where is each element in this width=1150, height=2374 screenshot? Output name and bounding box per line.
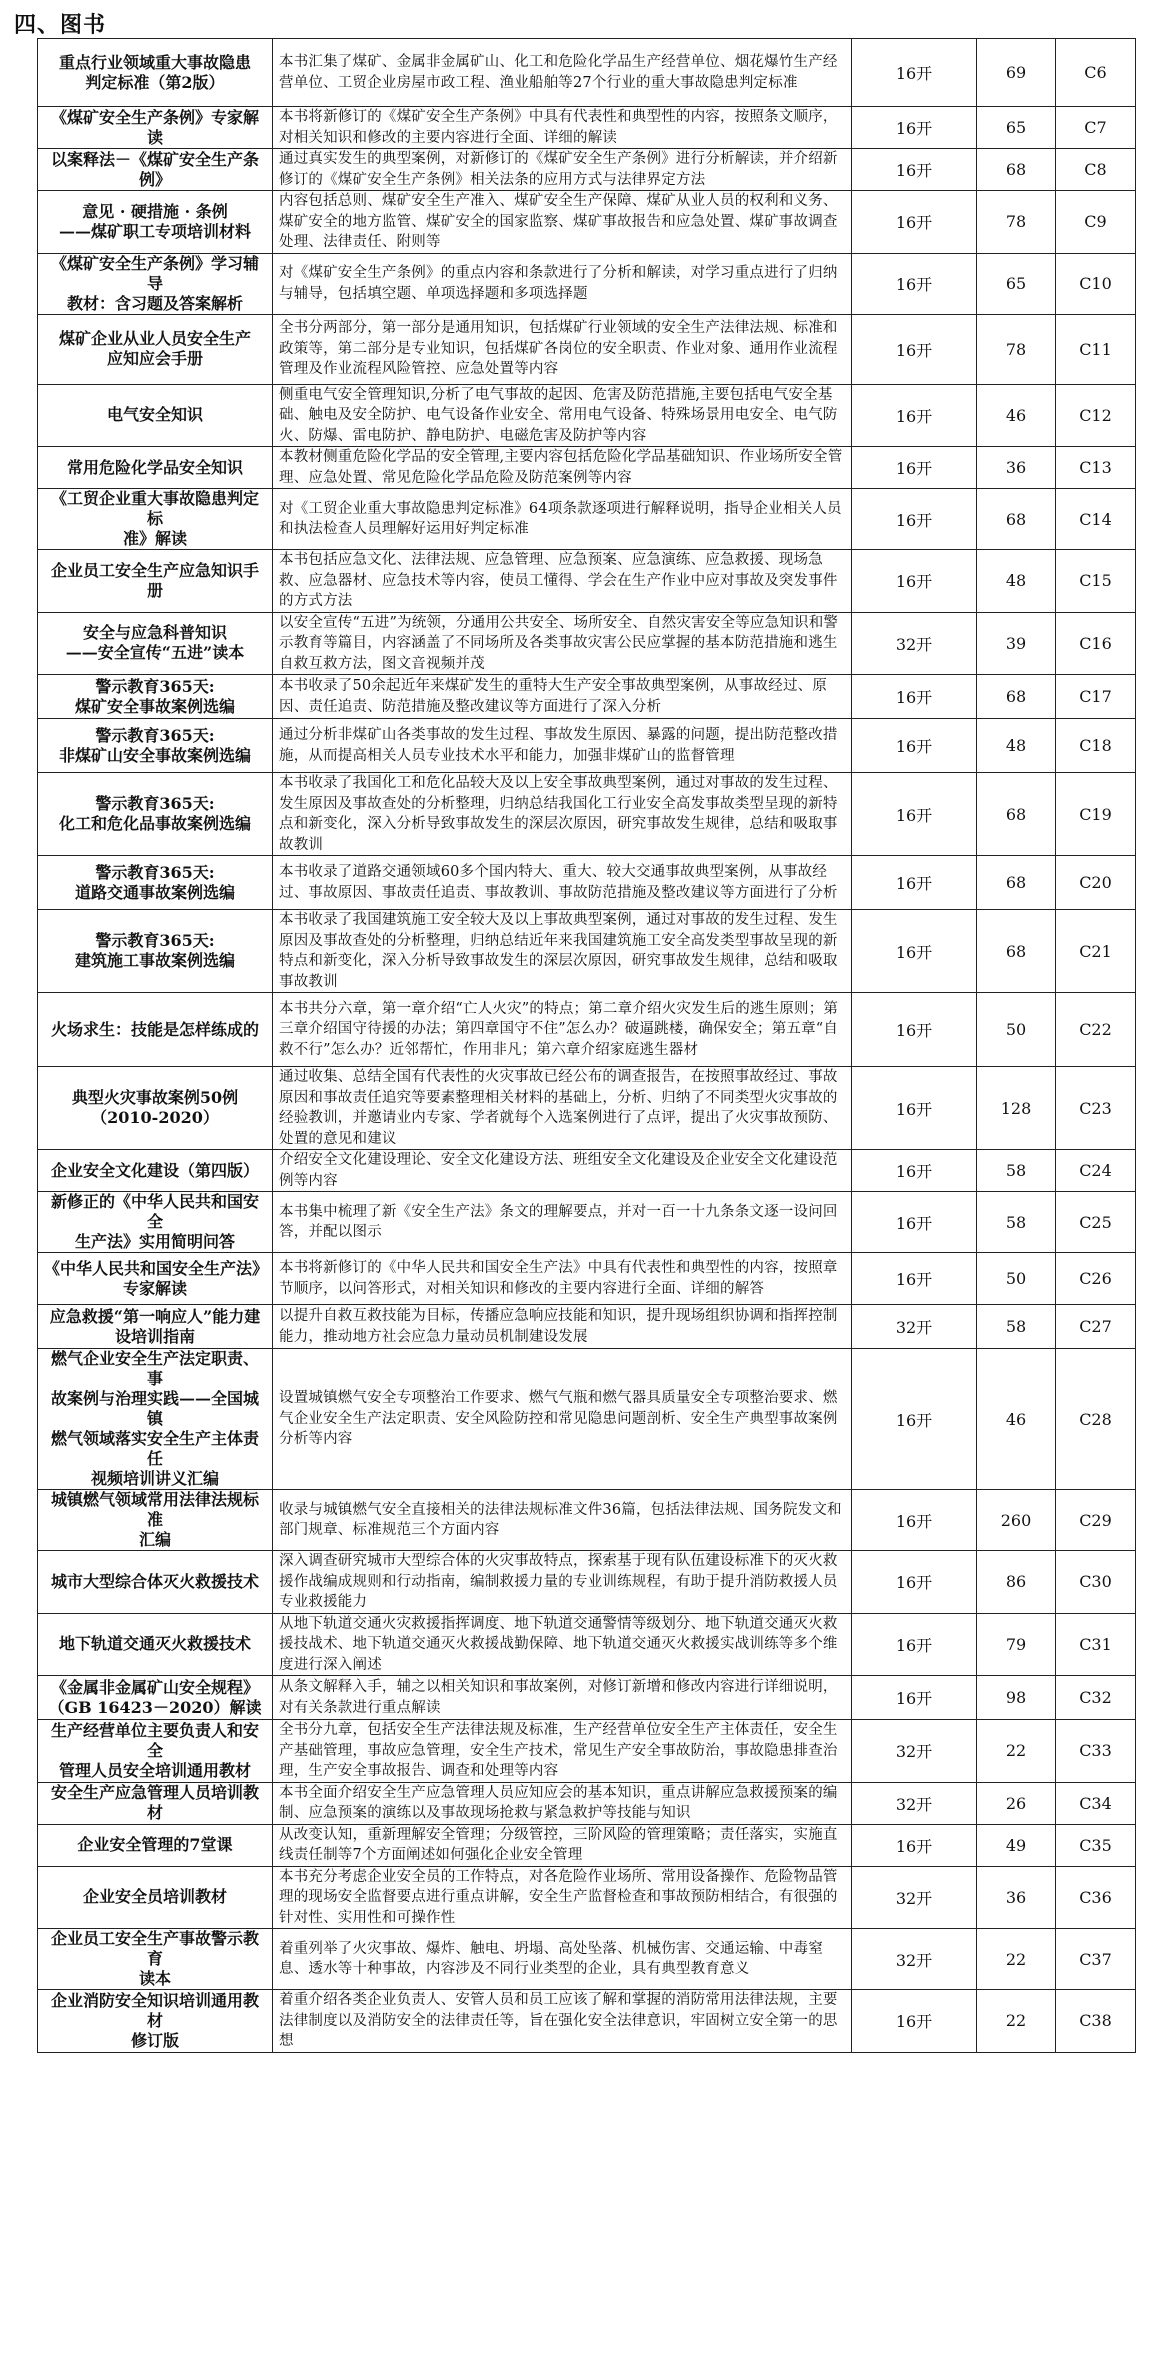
book-row (38, 1067, 1136, 1150)
book-title-line: 煤矿安全事故案例选编 (74, 696, 235, 716)
book-format: 16开 (852, 550, 977, 613)
book-pages: 48 (977, 550, 1056, 613)
book-format: 32开 (852, 1305, 977, 1349)
book-description: 设置城镇燃气安全专项整治工作要求、燃气气瓶和燃气器具质量安全专项整治要求、燃气企业安全生产法定职责、安全风险防控和常见隐患问题剖析、安全生产典型事故案例分析等内容 (273, 1349, 852, 1490)
book-title-line: 企业安全员培训教材 (82, 1887, 227, 1907)
book-format: 16开 (852, 447, 977, 489)
book-description: 本书收录了我国建筑施工安全较大及以上事故典型案例，通过对事故的发生过程、发生原因及事故查处的分析整理，归纳总结近年来我国建筑施工安全高发类型事故呈现的新特点和新变化，深入分析导致事故发生的深层次原因，研究事故发生规律，总结和吸取事故教训 (273, 910, 852, 993)
book-description: 通过收集、总结全国有代表性的火灾事故已经公布的调查报告，在按照事故经过、事故原因和事故责任追究等要素整理相关材料的基础上，分析、归纳了不同类型火灾事故的经验教训，并邀请业内专家、学者就每个入选案例进行了点评，提出了火灾事故预防、处置的意见和建议 (273, 1067, 852, 1150)
book-code: C37 (1056, 1929, 1136, 1990)
book-title-line: 城镇燃气领域常用法律法规标准 (50, 1490, 259, 1529)
book-title (38, 107, 273, 149)
book-title-line: ——煤矿职工专项培训材料 (58, 221, 251, 241)
book-description: 本书将新修订的《中华人民共和国安全生产法》中具有代表性和典型性的内容，按照章节顺序，以问答形式，对相关知识和修改的主要内容进行全面、详细的解答 (273, 1253, 852, 1305)
book-pages: 68 (977, 489, 1056, 550)
book-description: 对《工贸企业重大事故隐患判定标准》64项条款逐项进行解释说明，指导企业相关人员和执法检查人员理解好运用好判定标准 (273, 489, 852, 550)
book-format: 16开 (852, 384, 977, 447)
book-row (38, 1613, 1136, 1676)
book-format: 32开 (852, 1866, 977, 1929)
book-description: 介绍安全文化建设理论、安全文化建设方法、班组安全文化建设及企业安全文化建设范例等内容 (273, 1150, 852, 1192)
book-title (38, 314, 273, 384)
book-title-line: 企业安全管理的7堂课 (77, 1835, 233, 1854)
book-pages: 48 (977, 719, 1056, 773)
book-title (38, 253, 273, 314)
book-pages: 58 (977, 1305, 1056, 1349)
book-code: C16 (1056, 612, 1136, 675)
book-format: 16开 (852, 910, 977, 993)
book-title-line: 燃气企业安全生产法定职责、事 (50, 1349, 259, 1388)
book-format: 16开 (852, 39, 977, 107)
book-title-line: 地下轨道交通灭火救援技术 (58, 1634, 251, 1654)
book-row (38, 1866, 1136, 1929)
book-title-line: 《工贸企业重大事故隐患判定标 (50, 489, 259, 528)
book-title-line: 应知应会手册 (106, 349, 203, 368)
book-row (38, 191, 1136, 254)
book-title (38, 1782, 273, 1824)
book-code: C26 (1056, 1253, 1136, 1305)
book-title-line: 警示教育365天: (95, 862, 215, 882)
book-row (38, 1551, 1136, 1614)
book-title (38, 856, 273, 910)
book-title-line: 《金属非金属矿山安全规程》 (50, 1677, 259, 1697)
book-title-line: 警示教育365天: (95, 794, 215, 813)
book-description: 本书充分考虑企业安全员的工作特点，对各危险作业场所、常用设备操作、危险物品管理的现场安全监督要点进行重点讲解，安全生产监督检查和事故预防相结合，有很强的针对性、实用性和可操作性 (273, 1866, 852, 1929)
book-table-body (38, 39, 1136, 2053)
book-pages: 39 (977, 612, 1056, 675)
book-description: 着重介绍各类企业负责人、安管人员和员工应该了解和掌握的消防常用法律法规，主要法律制度以及消防安全的法律责任等，旨在强化安全法律意识，牢固树立安全第一的思想 (273, 1990, 852, 2053)
book-pages: 78 (977, 191, 1056, 254)
book-code: C32 (1056, 1676, 1136, 1720)
book-row (38, 1253, 1136, 1305)
book-title (38, 550, 273, 613)
book-row (38, 675, 1136, 719)
book-pages: 50 (977, 993, 1056, 1067)
book-description: 着重列举了火灾事故、爆炸、触电、坍塌、高处坠落、机械伤害、交通运输、中毒窒息、透水等十种事故，内容涉及不同行业类型的企业，具有典型教育意义 (273, 1929, 852, 1990)
book-pages: 68 (977, 675, 1056, 719)
book-description: 本书集中梳理了新《安全生产法》条文的理解要点，并对一百一十九条条文逐一设问回答，并配以图示 (273, 1192, 852, 1253)
book-title-line: 建筑施工事故案例选编 (74, 951, 235, 970)
book-row (38, 489, 1136, 550)
book-pages: 68 (977, 856, 1056, 910)
book-title-line: 警示教育365天: (95, 725, 215, 745)
book-title (38, 191, 273, 254)
book-format: 32开 (852, 612, 977, 675)
book-title (38, 1720, 273, 1783)
book-row (38, 1349, 1136, 1490)
book-row (38, 993, 1136, 1067)
book-pages: 86 (977, 1551, 1056, 1614)
book-description: 本书全面介绍安全生产应急管理人员应知应会的基本知识，重点讲解应急救援预案的编制、应急预案的演练以及事故现场抢救与紧急救护等技能与知识 (273, 1782, 852, 1824)
book-row (38, 1782, 1136, 1824)
book-title-line: 警示教育365天: (95, 931, 215, 950)
book-description: 以安全宣传“五进”为统领，分通用公共安全、场所安全、自然灾害安全等应急知识和警示教育等篇目，内容涵盖了不同场所及各类事故灾害公民应掌握的基本防范措施和逃生自救互救方法，图文音视频并茂 (273, 612, 852, 675)
book-code: C35 (1056, 1824, 1136, 1866)
book-row (38, 1150, 1136, 1192)
book-title-line: 企业消防安全知识培训通用教材 (50, 1990, 259, 2030)
book-title-line: 以案释法－《煤矿安全生产条例》 (50, 149, 259, 189)
book-title (38, 1305, 273, 1349)
book-description: 收录与城镇燃气安全直接相关的法律法规标准文件36篇，包括法律法规、国务院发文和部门规章、标准规范三个方面内容 (273, 1490, 852, 1551)
book-format: 16开 (852, 1067, 977, 1150)
book-description: 本书收录了道路交通领域60多个国内特大、重大、较大交通事故典型案例，从事故经过、事故原因、事故责任追责、事故教训、事故防范措施及整改建议等方面进行了分析 (273, 856, 852, 910)
book-description: 全书分两部分，第一部分是通用知识，包括煤矿行业领域的安全生产法律法规、标准和政策等，第二部分是专业知识，包括煤矿各岗位的安全职责、作业对象、通用作业流程管理及作业流程风险管控、应急处置等内容 (273, 314, 852, 384)
book-pages: 68 (977, 773, 1056, 856)
book-code: C29 (1056, 1490, 1136, 1551)
book-code: C14 (1056, 489, 1136, 550)
book-title-line: 《煤矿安全生产条例》学习辅导 (50, 253, 259, 293)
book-pages: 36 (977, 447, 1056, 489)
book-pages: 49 (977, 1824, 1056, 1866)
book-row (38, 1676, 1136, 1720)
book-title (38, 149, 273, 191)
book-format: 16开 (852, 1551, 977, 1614)
book-title (38, 1349, 273, 1490)
book-title-line: （2010-2020） (91, 1108, 219, 1127)
book-code: C25 (1056, 1192, 1136, 1253)
book-code: C11 (1056, 314, 1136, 384)
book-row (38, 1929, 1136, 1990)
book-title (38, 1490, 273, 1551)
book-title-line: 常用危险化学品安全知识 (66, 457, 243, 477)
book-description: 深入调查研究城市大型综合体的火灾事故特点，探索基于现有队伍建设标准下的灭火救援作战编成规则和行动指南，编制救援力量的专业训练规程，有助于提升消防救援人员专业救援能力 (273, 1551, 852, 1614)
book-code: C6 (1056, 39, 1136, 107)
book-format: 16开 (852, 675, 977, 719)
book-title-line: 安全与应急科普知识 (82, 623, 227, 643)
book-title (38, 384, 273, 447)
book-title-line: 电气安全知识 (106, 405, 203, 425)
book-format: 32开 (852, 1782, 977, 1824)
book-format: 16开 (852, 489, 977, 550)
book-pages: 58 (977, 1192, 1056, 1253)
book-title-line: 专家解读 (122, 1278, 187, 1298)
book-format: 16开 (852, 1613, 977, 1676)
book-title (38, 1929, 273, 1990)
book-title (38, 1676, 273, 1720)
book-row (38, 314, 1136, 384)
book-code: C21 (1056, 910, 1136, 993)
book-code: C33 (1056, 1720, 1136, 1783)
book-code: C10 (1056, 253, 1136, 314)
book-title-line: 修订版 (130, 2030, 179, 2050)
book-title (38, 447, 273, 489)
book-format: 16开 (852, 107, 977, 149)
book-title (38, 39, 273, 107)
book-title-line: （GB 16423－2020）解读 (48, 1697, 262, 1717)
book-pages: 69 (977, 39, 1056, 107)
book-title-line: 火场求生：技能是怎样练成的 (50, 1019, 259, 1039)
book-title-line: 警示教育365天: (95, 676, 215, 696)
book-title-line: 生产经营单位主要负责人和安全 (50, 1720, 259, 1760)
book-description: 从地下轨道交通火灾救援指挥调度、地下轨道交通警情等级划分、地下轨道交通灭火救援技战术、地下轨道交通灭火救援战勤保障、地下轨道交通灭火救援实战训练等多个维度进行深入阐述 (273, 1613, 852, 1676)
book-code: C17 (1056, 675, 1136, 719)
book-row (38, 149, 1136, 191)
book-code: C18 (1056, 719, 1136, 773)
book-description: 全书分九章，包括安全生产法律法规及标准，生产经营单位安全生产主体责任，安全生产基础管理，事故应急管理，安全生产技术，常见生产安全事故防治，事故隐患排查治理，生产安全事故报告、调查和处理等内容 (273, 1720, 852, 1783)
book-title-line: 新修正的《中华人民共和国安全 (50, 1192, 259, 1231)
book-format: 16开 (852, 253, 977, 314)
book-code: C13 (1056, 447, 1136, 489)
book-row (38, 856, 1136, 910)
book-format: 32开 (852, 1720, 977, 1783)
book-code: C31 (1056, 1613, 1136, 1676)
book-row (38, 384, 1136, 447)
book-row (38, 550, 1136, 613)
book-title-line: ——安全宣传“五进”读本 (65, 643, 245, 663)
book-pages: 50 (977, 1253, 1056, 1305)
book-format: 16开 (852, 1192, 977, 1253)
book-title-line: 意见 · 硬措施 · 条例 (82, 201, 228, 221)
book-pages: 26 (977, 1782, 1056, 1824)
book-title-line: 企业员工安全生产应急知识手册 (50, 560, 259, 600)
book-format: 16开 (852, 1490, 977, 1551)
book-row (38, 1720, 1136, 1783)
book-title-line: 读本 (138, 1969, 171, 1988)
book-title-line: 视频培训讲义汇编 (90, 1469, 219, 1488)
book-title (38, 675, 273, 719)
book-code: C27 (1056, 1305, 1136, 1349)
book-row (38, 773, 1136, 856)
book-row (38, 719, 1136, 773)
book-title (38, 1253, 273, 1305)
book-title-line: 燃气领域落实安全生产主体责任 (50, 1429, 259, 1468)
book-description: 通过分析非煤矿山各类事故的发生过程、事故发生原因、暴露的问题，提出防范整改措施，从而提高相关人员专业技术水平和能力，加强非煤矿山的监督管理 (273, 719, 852, 773)
book-table (37, 38, 1136, 2053)
book-title-line: 《煤矿安全生产条例》专家解读 (50, 107, 259, 147)
book-description: 本书共分六章，第一章介绍“亡人火灾”的特点；第二章介绍火灾发生后的逃生原则；第三章介绍国守待援的办法；第四章国守不住”怎么办？破逼跳楼，确保安全；第五章“自救不行”怎么办？近邻帮忙，作用非凡；第六章介绍家庭逃生器材 (273, 993, 852, 1067)
book-format: 16开 (852, 1824, 977, 1866)
book-description: 本教材侧重危险化学品的安全管理,主要内容包括危险化学品基础知识、作业场所安全管理、应急处置、常见危险化学品危险及防范案例等内容 (273, 447, 852, 489)
book-pages: 260 (977, 1490, 1056, 1551)
book-row (38, 1990, 1136, 2053)
book-pages: 79 (977, 1613, 1056, 1676)
book-title (38, 1551, 273, 1614)
book-title-line: 重点行业领域重大事故隐患 (58, 52, 251, 72)
book-pages: 68 (977, 910, 1056, 993)
book-format: 16开 (852, 149, 977, 191)
book-pages: 22 (977, 1929, 1056, 1990)
book-title-line: 非煤矿山安全事故案例选编 (58, 745, 251, 765)
book-title-line: 教材：含习题及答案解析 (66, 293, 243, 313)
book-title (38, 993, 273, 1067)
book-title-line: 化工和危化品事故案例选编 (58, 814, 251, 833)
book-code: C7 (1056, 107, 1136, 149)
book-pages: 58 (977, 1150, 1056, 1192)
book-title-line: 生产法》实用简明问答 (74, 1232, 235, 1251)
book-format: 16开 (852, 773, 977, 856)
book-pages: 46 (977, 1349, 1056, 1490)
book-row (38, 1824, 1136, 1866)
section-heading: 四、图书 (14, 13, 107, 38)
book-title-line: 道路交通事故案例选编 (74, 882, 235, 902)
book-format: 16开 (852, 1253, 977, 1305)
book-description: 以提升自救互救技能为目标，传播应急响应技能和知识，提升现场组织协调和指挥控制能力，推动地方社会应急力量动员机制建设发展 (273, 1305, 852, 1349)
book-format: 16开 (852, 191, 977, 254)
book-row (38, 447, 1136, 489)
book-title (38, 489, 273, 550)
book-title-line: 《中华人民共和国安全生产法》 (44, 1258, 269, 1278)
book-title (38, 1866, 273, 1929)
book-title-line: 企业安全文化建设（第四版） (50, 1160, 259, 1180)
book-format: 16开 (852, 1990, 977, 2053)
book-format: 32开 (852, 1929, 977, 1990)
book-pages: 78 (977, 314, 1056, 384)
book-pages: 68 (977, 149, 1056, 191)
book-title (38, 773, 273, 856)
book-code: C34 (1056, 1782, 1136, 1824)
book-title (38, 1192, 273, 1253)
book-code: C38 (1056, 1990, 1136, 2053)
book-pages: 98 (977, 1676, 1056, 1720)
book-row (38, 107, 1136, 149)
book-code: C20 (1056, 856, 1136, 910)
book-description: 通过真实发生的典型案例，对新修订的《煤矿安全生产条例》进行分析解读，并介绍新修订的《煤矿安全生产条例》相关法条的应用方式与法律界定方法 (273, 149, 852, 191)
book-description: 本书将新修订的《煤矿安全生产条例》中具有代表性和典型性的内容，按照条文顺序，对相关知识和修改的主要内容进行全面、详细的解读 (273, 107, 852, 149)
book-format: 16开 (852, 719, 977, 773)
book-title-line: 应急救援“第一响应人”能力建 (49, 1306, 261, 1326)
book-title-line: 汇编 (138, 1530, 171, 1549)
book-title-line: 管理人员安全培训通用教材 (58, 1760, 251, 1780)
book-code: C30 (1056, 1551, 1136, 1614)
book-description: 本书包括应急文化、法律法规、应急管理、应急预案、应急演练、应急救援、现场急救、应急器材、应急技术等内容，使员工懂得、学会在生产作业中应对事故及突发事件的方式方法 (273, 550, 852, 613)
book-format: 16开 (852, 1349, 977, 1490)
book-title-line: 判定标准（第2版） (85, 72, 225, 92)
book-code: C28 (1056, 1349, 1136, 1490)
book-row (38, 910, 1136, 993)
book-description: 从改变认知，重新理解安全管理；分级管控，三阶风险的管理策略；责任落实，实施直线责任制等7个方面阐述如何强化企业安全管理 (273, 1824, 852, 1866)
book-pages: 22 (977, 1990, 1056, 2053)
book-code: C36 (1056, 1866, 1136, 1929)
book-format: 16开 (852, 1676, 977, 1720)
book-title (38, 612, 273, 675)
book-title-line: 准》解读 (122, 529, 187, 548)
book-description: 本书汇集了煤矿、金属非金属矿山、化工和危险化学品生产经营单位、烟花爆竹生产经营单位、工贸企业房屋市政工程、渔业船舶等27个行业的重大事故隐患判定标准 (273, 39, 852, 107)
book-code: C22 (1056, 993, 1136, 1067)
book-pages: 128 (977, 1067, 1056, 1150)
book-format: 16开 (852, 1150, 977, 1192)
book-code: C19 (1056, 773, 1136, 856)
book-title-line: 企业员工安全生产事故警示教育 (50, 1929, 259, 1968)
book-row (38, 1490, 1136, 1551)
book-description: 对《煤矿安全生产条例》的重点内容和条款进行了分析和解读，对学习重点进行了归纳与辅导，包括填空题、单项选择题和多项选择题 (273, 253, 852, 314)
book-pages: 65 (977, 253, 1056, 314)
book-format: 16开 (852, 993, 977, 1067)
book-code: C8 (1056, 149, 1136, 191)
book-row (38, 612, 1136, 675)
book-row (38, 39, 1136, 107)
book-format: 16开 (852, 856, 977, 910)
book-description: 本书收录了我国化工和危化品较大及以上安全事故典型案例，通过对事故的发生过程、发生原因及事故查处的分析整理，归纳总结我国化工行业安全高发事故类型呈现的新特点和新变化，深入分析导致事故发生的深层次原因，研究事故发生规律，总结和吸取事故教训 (273, 773, 852, 856)
book-title (38, 910, 273, 993)
book-title-line: 安全生产应急管理人员培训教材 (50, 1783, 259, 1822)
book-description: 从条文解释入手，辅之以相关知识和事故案例，对修订新增和修改内容进行详细说明，对有关条款进行重点解读 (273, 1676, 852, 1720)
book-description: 本书收录了50余起近年来煤矿发生的重特大生产安全事故典型案例，从事故经过、原因、责任追责、防范措施及整改建议等方面进行了深入分析 (273, 675, 852, 719)
book-title (38, 1067, 273, 1150)
book-title (38, 719, 273, 773)
book-code: C15 (1056, 550, 1136, 613)
book-title (38, 1824, 273, 1866)
book-pages: 36 (977, 1866, 1056, 1929)
book-code: C9 (1056, 191, 1136, 254)
book-pages: 46 (977, 384, 1056, 447)
book-code: C12 (1056, 384, 1136, 447)
book-title (38, 1150, 273, 1192)
book-title-line: 设培训指南 (114, 1326, 195, 1346)
book-title-line: 典型火灾事故案例50例 (71, 1088, 239, 1107)
book-title (38, 1613, 273, 1676)
book-pages: 65 (977, 107, 1056, 149)
book-row (38, 1305, 1136, 1349)
book-pages: 22 (977, 1720, 1056, 1783)
book-title-line: 煤矿企业从业人员安全生产 (58, 329, 251, 348)
book-code: C23 (1056, 1067, 1136, 1150)
book-description: 侧重电气安全管理知识,分析了电气事故的起因、危害及防范措施,主要包括电气安全基础、触电及安全防护、电气设备作业安全、常用电气设备、特殊场景用电安全、电气防火、防爆、雷电防护、静电防护、电磁危害及防护等内容 (273, 384, 852, 447)
book-title-line: 城市大型综合体灭火救援技术 (50, 1571, 259, 1591)
book-format: 16开 (852, 314, 977, 384)
book-description: 内容包括总则、煤矿安全生产准入、煤矿安全生产保障、煤矿从业人员的权利和义务、煤矿安全的地方监管、煤矿安全的国家监察、煤矿事故报告和应急处置、煤矿事故调查处理、法律责任、附则等 (273, 191, 852, 254)
book-row (38, 1192, 1136, 1253)
book-title (38, 1990, 273, 2053)
book-row (38, 253, 1136, 314)
book-title-line: 故案例与治理实践——全国城镇 (50, 1389, 259, 1428)
book-code: C24 (1056, 1150, 1136, 1192)
